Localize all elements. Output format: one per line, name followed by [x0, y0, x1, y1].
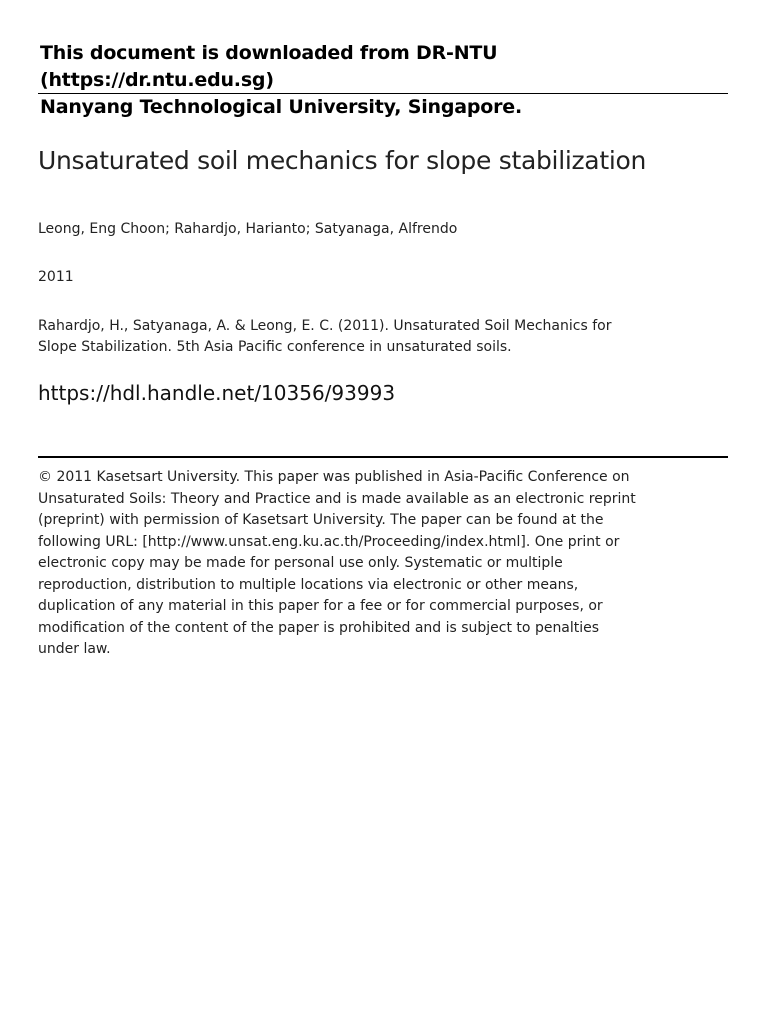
banner-institution-line: Nanyang Technological University, Singapore. — [40, 96, 523, 118]
handle-link[interactable]: https://hdl.handle.net/10356/93993 — [38, 381, 396, 405]
document-citation: Rahardjo, H., Satyanaga, A. & Leong, E. C. (2011). Unsaturated Soil Mechanics for Slope Stabilization. 5th Asia Pacific conference in unsaturated soils. — [38, 318, 612, 355]
download-banner — [40, 40, 730, 121]
section-divider — [38, 456, 728, 458]
banner-divider — [38, 93, 728, 94]
document-year: 2011 — [38, 269, 74, 285]
document-authors: Leong, Eng Choon; Rahardjo, Harianto; Satyanaga, Alfrendo — [38, 221, 458, 237]
copyright-notice: © 2011 Kasetsart University. This paper was published in Asia-Pacific Conference on Unsaturated Soils: Theory and Practice and is made available as an electronic reprint (preprint) with permission of Kasetsart University. The paper can be found at the following URL: [http://www.unsat.eng.ku.ac.th/Proceeding/index.html]. One print or electronic copy may be made for personal use only. Systematic or multiple reproduction, distribution to multiple locations via electronic or other means, duplication of any material in this paper for a fee or for commercial purposes, or modification of the content of the paper is prohibited and is subject to penalties under law. — [38, 469, 636, 657]
document-title: Unsaturated soil mechanics for slope stabilization — [38, 146, 647, 175]
banner-source-line: This document is downloaded from DR‑NTU (https://dr.ntu.edu.sg) — [40, 42, 498, 91]
